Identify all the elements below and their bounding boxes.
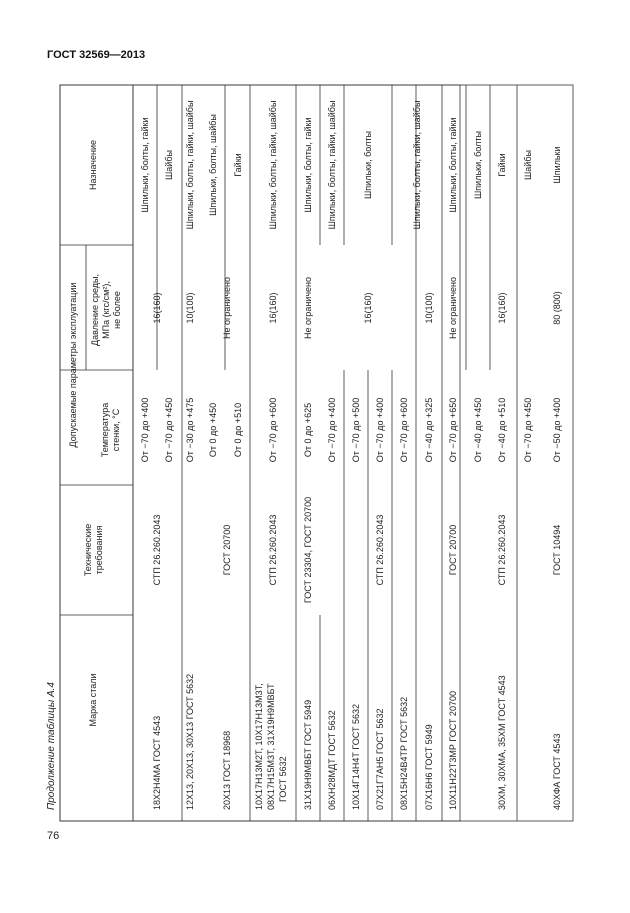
row4-grade-line3: ГОСТ 5632 [278, 756, 288, 802]
row12-grade: 30ХМ, 30ХМА, 35ХМ ГОСТ 4543 [497, 675, 507, 810]
row13-grade: 40ХФА ГОСТ 4543 [552, 733, 562, 810]
row12-purpose-b: Гайки [497, 153, 507, 177]
row10-temp: От −40 до +325 [424, 397, 434, 463]
rows7-8-purpose: Шпильки, болты [363, 131, 373, 199]
row11-grade: 10Х11Н22Т3МР ГОСТ 20700 [448, 691, 458, 810]
row10-pressure: 10(100) [424, 292, 434, 324]
row12-temp-a: От −40 до +450 [473, 397, 483, 463]
row11-tech: ГОСТ 20700 [448, 524, 458, 576]
header-tech-line1: Технические [83, 523, 93, 577]
row2-purpose: Шпильки, болты, гайки, шайбы [185, 100, 195, 230]
header-grade: Марка стали [88, 673, 98, 727]
row4-temp: От −70 до +600 [268, 397, 278, 463]
row13-purpose: Шпильки [552, 146, 562, 184]
header-pressure-line1: Давление среды, [90, 274, 100, 346]
row6-grade: 06ХН28МДТ ГОСТ 5632 [327, 710, 337, 810]
row12-temp-c: От −70 до +450 [523, 397, 533, 463]
row6-purpose: Шпильки, болты, гайки, шайбы [327, 100, 337, 230]
row7-grade: 10Х14Г14Н4Т ГОСТ 5632 [351, 703, 361, 810]
row11-purpose: Шпильки, болты, гайки [448, 117, 458, 213]
row12-purpose-a: Шпильки, болты [473, 131, 483, 199]
row5-temp: От 0 до +625 [303, 402, 313, 458]
page-number: 76 [47, 830, 60, 842]
row1-pressure: 16(160) [152, 292, 162, 324]
row3-temp-a: От 0 до +450 [208, 402, 218, 458]
header-pressure-line3: не более [112, 291, 122, 329]
document-header: ГОСТ 32569—2013 [47, 49, 146, 61]
row4-pressure: 16(160) [268, 292, 278, 324]
row4-purpose: Шпильки, болты, гайки, шайбы [268, 100, 278, 230]
row13-pressure: 80 (800) [552, 291, 562, 325]
row3-pressure: Не ограничено [222, 277, 232, 339]
header-purpose: Назначение [88, 139, 98, 191]
row12-pressure: 16(160) [497, 292, 507, 324]
header-tech-line2: требования [94, 525, 104, 575]
row11-pressure: Не ограничено [448, 277, 458, 339]
rows6-10-tech: СТП 26.260.2043 [375, 514, 385, 586]
row11-temp: От −70 до +650 [448, 397, 458, 463]
row4-grade-line2: 08Х17Н15М3Т, 31Х19Н9МВБТ [266, 683, 276, 810]
row1-purpose-b: Шайбы [164, 150, 174, 180]
row4-tech: СТП 26.260.2043 [268, 514, 278, 586]
header-temp-line1: Температура [100, 402, 110, 458]
row13-temp: От −50 до +400 [552, 397, 562, 463]
row8-temp: От −70 до +400 [375, 397, 385, 463]
row5-purpose: Шпильки, болты, гайки [303, 117, 313, 213]
row10-grade: 07Х16Н6 ГОСТ 5949 [424, 724, 434, 810]
row5-pressure: Не ограничено [303, 277, 313, 339]
row1-temp-a: От −70 до +400 [140, 397, 150, 463]
row1-temp-b: От −70 до +450 [164, 397, 174, 463]
row13-tech: ГОСТ 10494 [552, 524, 562, 576]
row3-grade: 20Х13 ГОСТ 18968 [222, 730, 232, 810]
row3-temp-b: От 0 до +510 [233, 402, 243, 458]
row3-purpose-b: Гайки [233, 153, 243, 177]
row3-purpose-a: Шпильки, болты, шайбы [208, 114, 218, 216]
row7-temp: От −70 до +500 [351, 397, 361, 463]
row12-temp-b: От −40 до +510 [497, 397, 507, 463]
rows6-9-pressure: 16(160) [363, 292, 373, 324]
table-continuation-caption: Продолжение таблицы А.4 [46, 682, 57, 810]
row4-grade-line1: 10Х17Н13М2Т, 10Х17Н13М3Т, [254, 683, 264, 810]
row8-grade: 07Х21Г7АН5 ГОСТ 5632 [375, 708, 385, 810]
row6-temp: От −70 до +400 [327, 397, 337, 463]
row2-temp: От −30 до +475 [185, 397, 195, 463]
row5-tech: ГОСТ 23304, ГОСТ 20700 [303, 496, 313, 604]
row2-grade: 12Х13, 20Х13, 30Х13 ГОСТ 5632 [185, 673, 195, 810]
row9-grade: 08Х15Н24В4ТР ГОСТ 5632 [399, 696, 409, 810]
row2-pressure: 10(100) [185, 292, 195, 324]
header-pressure-line2: МПа (кгс/см²), [101, 281, 111, 339]
row1-tech: СТП 26.260.2043 [152, 514, 162, 586]
header-params-group: Допускаемые параметры эксплуатации [68, 282, 78, 448]
row1-grade: 18Х2Н4МА ГОСТ 4543 [152, 715, 162, 810]
rows9-10-purpose: Шпильки, болты, гайки, шайбы [412, 100, 422, 230]
row12-purpose-c: Шайбы [523, 150, 533, 180]
header-temp-line2: стенки, °С [111, 408, 121, 452]
row1-purpose-a: Шпильки, болты, гайки [140, 117, 150, 213]
row12-tech: СТП 26.260.2043 [497, 514, 507, 586]
row9-temp: От −70 до +600 [399, 397, 409, 463]
row5-grade: 31Х19Н9МВБТ ГОСТ 5949 [303, 699, 313, 810]
row3-tech: ГОСТ 20700 [222, 524, 232, 576]
